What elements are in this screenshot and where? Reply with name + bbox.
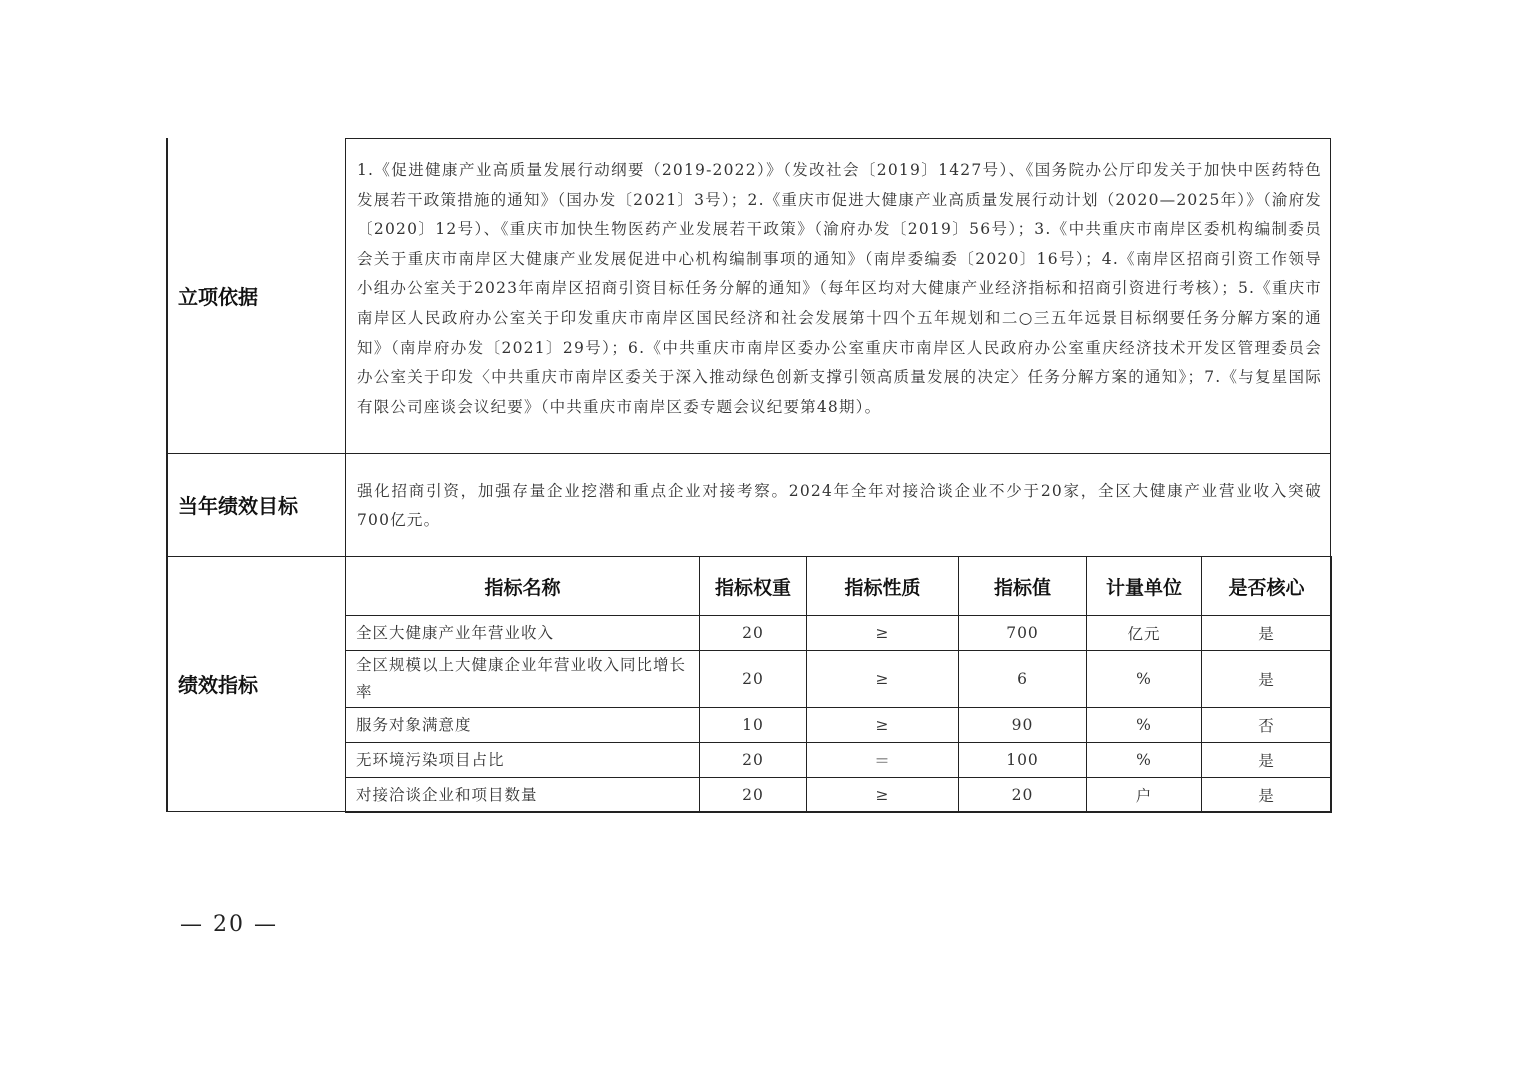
cell-nature: ≥	[807, 616, 959, 651]
basis-text: 1.《促进健康产业高质量发展行动纲要（2019-2022）》（发改社会〔2019〕1427号）、《国务院办公厅印发关于加快中医药特色发展若干政策措施的通知》（国办发〔2021〕3号）；2.《重庆市促进大健康产业高质量发展行动计划（2020—2025年）》（渝府发〔2020〕12号）、《重庆市加快生物医药产业发展若干政策》（渝府办发〔2019〕56号）；3.《中共重庆市南岸区委机构编制委员会关于重庆市南岸区大健康产业发展促进中心机构编制事项的通知》（南岸委编委〔2020〕16号）；4.《南岸区招商引资工作领导小组办公室关于2023年南岸区招商引资目标任务分解的通知》（每年区均对大健康产业经济指标和招商引资进行考核）；5.《重庆市南岸区人民政府办公室关于印发重庆市南岸区国民经济和社会发展第十四个五年规划和二○三五年远景目标纲要任务分解方案的通知》（南岸府办发〔2021〕29号）；6.《中共重庆市南岸区委办公室重庆市南岸区人民政府办公室重庆经济技术开发区管理委员会办公室关于印发〈中共重庆市南岸区委关于深入推动绿色创新支撑引领高质量发展的决定〉任务分解方案的通知》；7.《与复星国际有限公司座谈会议纪要》（中共重庆市南岸区委专题会议纪要第48期）。	[357, 161, 1322, 416]
cell-value: 20	[959, 778, 1087, 813]
cell-indicator-name: 无环境污染项目占比	[346, 743, 700, 778]
cell-unit: %	[1087, 651, 1202, 708]
cell-nature: ＝	[807, 743, 959, 778]
cell-weight: 20	[700, 616, 807, 651]
basis-label: 立项依据	[178, 285, 258, 309]
cell-weight: 20	[700, 778, 807, 813]
header-core: 是否核心	[1202, 557, 1332, 616]
table-top-border	[345, 138, 1331, 139]
table-row	[346, 708, 1332, 743]
kpi-label: 绩效指标	[178, 673, 258, 697]
cell-weight: 20	[700, 743, 807, 778]
cell-core: 是	[1202, 651, 1332, 708]
cell-core: 是	[1202, 778, 1332, 813]
cell-nature: ≥	[807, 778, 959, 813]
cell-core: 是	[1202, 743, 1332, 778]
cell-unit: %	[1087, 708, 1202, 743]
table-row	[346, 778, 1332, 813]
table-row	[346, 651, 1332, 708]
cell-value: 100	[959, 743, 1087, 778]
cell-weight: 20	[700, 651, 807, 708]
cell-nature: ≥	[807, 651, 959, 708]
kpi-header-row	[346, 557, 1332, 616]
cell-unit: 户	[1087, 778, 1202, 813]
header-unit: 计量单位	[1087, 557, 1202, 616]
header-value: 指标值	[959, 557, 1087, 616]
cell-core: 是	[1202, 616, 1332, 651]
cell-nature: ≥	[807, 708, 959, 743]
cell-unit: %	[1087, 743, 1202, 778]
goal-text: 强化招商引资，加强存量企业挖潜和重点企业对接考察。2024年全年对接洽谈企业不少于20家，全区大健康产业营业收入突破700亿元。	[357, 482, 1322, 529]
page-number: — 20 —	[180, 912, 278, 937]
table-row	[346, 616, 1332, 651]
cell-unit: 亿元	[1087, 616, 1202, 651]
kpi-table	[345, 556, 1332, 813]
project-table	[166, 138, 1331, 812]
cell-value: 6	[959, 651, 1087, 708]
goal-label: 当年绩效目标	[178, 494, 298, 518]
cell-indicator-name: 对接洽谈企业和项目数量	[346, 778, 700, 813]
cell-value: 90	[959, 708, 1087, 743]
header-weight: 指标权重	[700, 557, 807, 616]
cell-weight: 10	[700, 708, 807, 743]
cell-indicator-name: 服务对象满意度	[346, 708, 700, 743]
cell-indicator-name: 全区规模以上大健康企业年营业收入同比增长率	[346, 651, 700, 708]
table-row	[346, 743, 1332, 778]
cell-core: 否	[1202, 708, 1332, 743]
header-indicator-name: 指标名称	[346, 557, 700, 616]
header-nature: 指标性质	[807, 557, 959, 616]
cell-indicator-name: 全区大健康产业年营业收入	[346, 616, 700, 651]
cell-value: 700	[959, 616, 1087, 651]
